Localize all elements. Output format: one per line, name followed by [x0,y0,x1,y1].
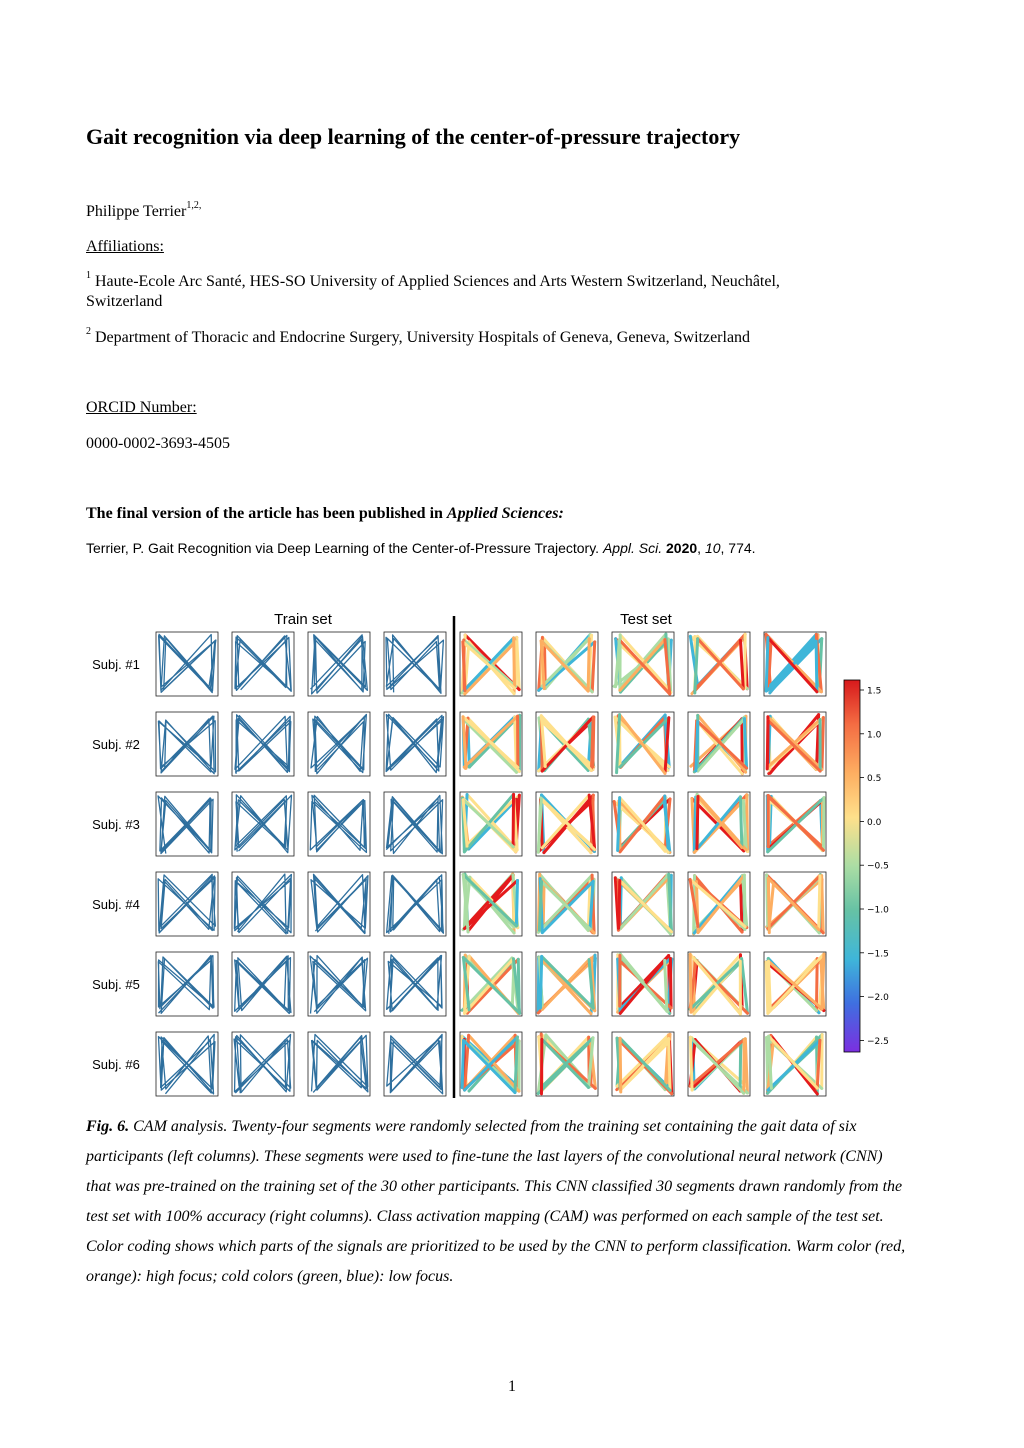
test-panel-subj5-9 [764,952,826,1016]
train-panel-subj2-3 [308,712,370,776]
cam-trajectory-segment [669,1039,670,1091]
test-panel-subj6-7 [612,1032,674,1096]
cam-trajectory-segment [670,958,671,1008]
publication-heading [86,504,564,524]
cam-trajectory-segment [618,798,620,851]
train-panel-subj1-3 [308,632,370,696]
row-label-subject-6: Subj. #6 [92,1057,140,1072]
affiliation-1-line1: Haute-Ecole Arc Santé, HES-SO University of Applied Sciences and Arts Western Switzerland, Neuchâtel, [95,273,780,290]
train-panel-subj3-4 [384,792,446,856]
affiliation-1 [86,272,926,312]
cam-trajectory-segment [819,876,820,930]
cam-trajectory-segment [822,954,824,1009]
cam-trajectory-segment [516,881,517,926]
citation-year: 2020 [666,540,698,556]
train-panel-subj1-1 [156,632,218,696]
cam-trajectory-segment [740,1042,741,1091]
colorbar-tick-label: 0.5 [867,774,882,785]
test-panel-subj3-7 [612,792,674,856]
test-panel-subj2-8 [688,712,750,776]
cam-trajectory-segment [744,875,745,927]
colorbar-scale [844,680,860,1052]
affiliation-2-text: Department of Thoracic and Endocrine Surgery, University Hospitals of Geneva, Geneva, Switzerland [95,329,751,346]
cam-trajectory-segment [463,642,465,691]
test-panel-subj5-5 [460,952,522,1016]
caption-text: CAM analysis. Twenty-four segments were randomly selected from the training set containing the gait data of six participants (left columns). These segments were used to fine-tune the last layers of the convolutional neural network (CNN) that was pre-trained on the training set of the 30 other participants. This CNN classified 30 segments drawn randomly from the test set with 100% accuracy (right columns). Class activation mapping (CAM) was performed on each sample of the test set. Color coding shows which parts of the signals are prioritized to be used by the CNN to perform classification. Warm color (red, orange): high focus; cold colors (green, blue): low focus. [86,1118,906,1285]
train-panel-subj3-2 [232,792,294,856]
train-panel-subj1-4 [384,632,446,696]
test-panel-subj1-6 [536,632,598,696]
test-panel-subj2-5 [460,712,522,776]
cam-trajectory-segment [768,961,770,1010]
cam-trajectory-segment [767,721,768,769]
test-panel-subj6-9 [764,1032,826,1096]
test-panel-subj6-6 [536,1032,598,1096]
cam-trajectory-segment [823,798,824,851]
cam-trajectory-segment [766,638,768,691]
test-panel-subj4-8 [688,872,750,936]
citation-journal: Appl. Sci. [602,540,663,556]
author-affiliation-sup: 1,2, [186,200,202,211]
colorbar-tick-label: −1.0 [867,905,889,916]
cam-trajectory-segment [462,1040,463,1087]
test-panel-subj5-6 [536,952,598,1016]
colorbar-tick-label: 1.5 [867,686,882,697]
train-panel-subj6-4 [384,1032,446,1096]
test-panel-subj1-5 [460,632,522,696]
colorbar [844,680,889,1052]
train-panel-subj1-2 [232,632,294,696]
affiliation-1-line2: Switzerland [86,293,163,310]
cam-trajectory-segment [744,719,746,769]
row-label-subject-4: Subj. #4 [92,897,140,912]
citation-volume: 10 [704,540,721,556]
test-panel-subj3-8 [688,792,750,856]
row-label-subject-3: Subj. #3 [92,817,140,832]
colorbar-tick-label: −1.5 [867,949,889,960]
test-panel-subj1-8 [688,632,750,696]
test-panel-subj3-6 [536,792,598,856]
train-panel-subj6-3 [308,1032,370,1096]
train-panel-subj4-2 [232,872,294,936]
test-panel-subj5-7 [612,952,674,1016]
test-panel-subj4-7 [612,872,674,936]
train-panel-subj3-1 [156,792,218,856]
cop-trajectory-figure [80,600,940,1100]
test-panel-subj3-5 [460,792,522,856]
citation-pages: , 774. [720,540,756,556]
train-panel-subj2-1 [156,712,218,776]
cam-trajectory-segment [514,638,515,688]
train-panel-subj4-4 [384,872,446,936]
test-panel-subj5-8 [688,952,750,1016]
row-label-subject-5: Subj. #5 [92,977,140,992]
test-panel-subj1-9 [764,632,826,696]
author-line [86,202,201,222]
affiliation-1-sup: 1 [86,270,91,281]
cam-trajectory-segment [540,956,541,1008]
citation-text: Terrier, P. Gait Recognition via Deep Learning of the Center-of-Pressure Trajectory. [86,540,603,556]
cam-trajectory-segment [822,876,824,933]
train-panel-subj4-1 [156,872,218,936]
train-panel-subj2-2 [232,712,294,776]
cam-trajectory-segment [816,641,817,692]
row-label-subject-2: Subj. #2 [92,737,140,752]
cam-trajectory-segment [620,1038,621,1092]
row-label-subject-1: Subj. #1 [92,657,140,672]
colorbar-tick-label: −2.5 [867,1036,889,1047]
citation [86,540,756,556]
cam-trajectory-segment [591,717,593,770]
train-panel-subj5-3 [308,952,370,1016]
affiliations-heading: Affiliations: [86,238,164,255]
test-set-label: Test set [620,611,672,628]
test-panel-subj2-6 [536,712,598,776]
train-panel-subj3-3 [308,792,370,856]
train-panel-subj6-2 [232,1032,294,1096]
cam-trajectory-segment [744,1039,745,1093]
cam-trajectory-segment [822,717,823,769]
cam-trajectory-segment [619,880,620,928]
page-number: 1 [508,1378,516,1395]
colorbar-tick-label: −2.0 [867,993,889,1004]
train-panel-subj5-1 [156,952,218,1016]
cam-trajectory-segment [690,1037,692,1090]
test-panel-subj2-7 [612,712,674,776]
figure-6 [80,600,940,1100]
cam-trajectory-segment [543,880,544,927]
test-panel-subj6-5 [460,1032,522,1096]
train-panel-subj5-4 [384,952,446,1016]
cam-trajectory-segment [745,1039,747,1093]
train-panel-subj4-3 [308,872,370,936]
paper-title: Gait recognition via deep learning of the center-of-pressure trajectory [86,124,741,149]
test-panel-subj4-5 [460,872,522,936]
affiliation-2 [86,328,750,348]
publication-heading-text: The final version of the article has been published in [86,505,443,522]
figure-caption [86,1112,906,1292]
train-panel-subj2-4 [384,712,446,776]
orcid-number: 0000-0002-3693-4505 [86,435,230,452]
cam-trajectory-segment [690,954,691,1012]
train-panel-subj6-1 [156,1032,218,1096]
cam-trajectory-segment [768,878,769,932]
train-set-label: Train set [274,611,332,628]
affiliation-2-sup: 2 [86,326,91,337]
orcid-heading: ORCID Number: [86,399,197,416]
test-panel-subj3-9 [764,792,826,856]
cam-trajectory-segment [697,797,698,849]
caption-label: Fig. 6. [86,1118,130,1135]
author-name: Philippe Terrier [86,203,187,220]
test-panel-subj2-9 [764,712,826,776]
test-panel-subj6-8 [688,1032,750,1096]
test-panel-subj4-9 [764,872,826,936]
test-panel-subj4-6 [536,872,598,936]
cam-trajectory-segment [588,639,589,691]
test-panel-subj1-7 [612,632,674,696]
train-panel-subj5-2 [232,952,294,1016]
colorbar-tick-label: −0.5 [867,861,889,872]
publication-journal: Applied Sciences: [446,505,564,522]
cam-trajectory-segment [696,722,698,771]
cam-trajectory-segment [740,797,741,848]
colorbar-tick-label: 0.0 [867,817,882,828]
colorbar-tick-label: 1.0 [867,730,882,741]
citation-sep: , [697,540,705,556]
